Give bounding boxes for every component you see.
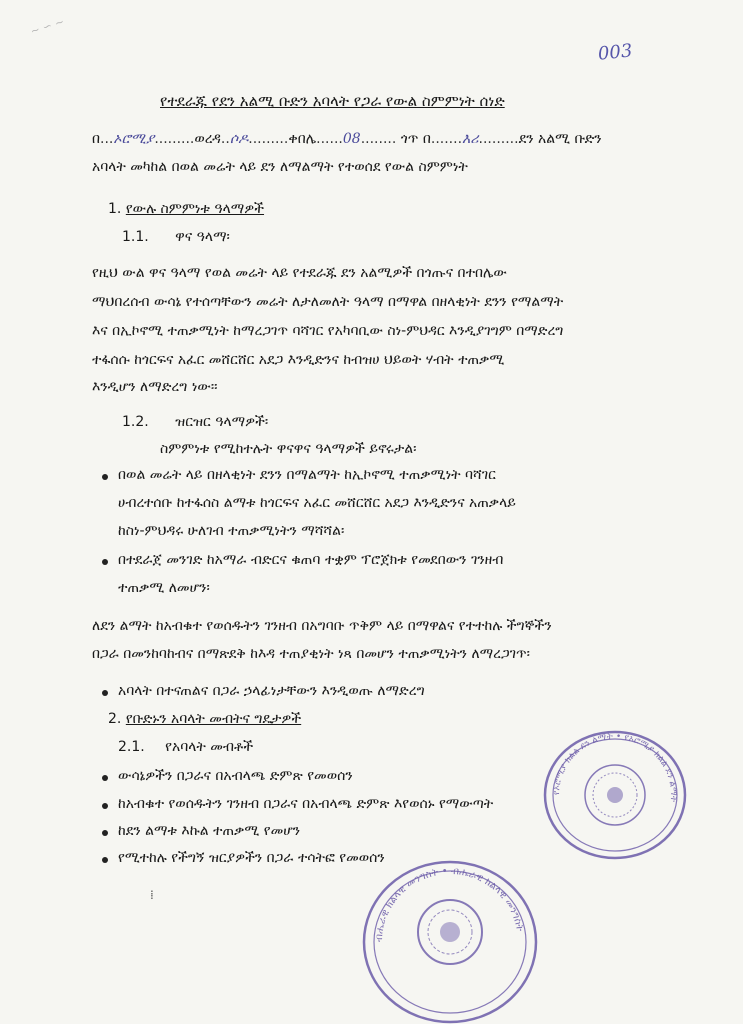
subsection-2-1-number: 2.1. [118, 739, 145, 755]
bullet-line: በተደራጀ መንገድ ከአማራ ብድርና ቁጠባ ተቋም ፕሮጀክቱ የመደበውን ገንዘብ [118, 552, 504, 568]
corner-scribble: ∼ ∽ ∼ [28, 14, 66, 39]
section-1-title: የውሉ ስምምነቱ ዓላማዎች [125, 201, 265, 217]
zone-label: ወረዳ [194, 131, 221, 147]
bullet-line: ከአብቁተ የወሰዱትን ገንዘብ በጋራና በአብላጫ ድምጽ እየወሰኑ የማውጣት [118, 796, 494, 812]
bullet-marker [102, 857, 108, 863]
intro-line-1-end: ደን አልሚ ቡድን [518, 131, 602, 147]
section-1-heading [108, 200, 264, 218]
subsection-1-1-title: ዋና ዓላማ፡ [175, 229, 230, 245]
subsection-1-2-number: 1.2. [122, 414, 149, 430]
page-number: 003 [596, 40, 634, 65]
subsection-1-2-heading [122, 413, 268, 431]
section-2-title: የቡድኑን አባላት መብትና ግዴታዎች [125, 711, 302, 727]
bullet-marker [102, 474, 108, 480]
stamp-2-ring-text: ብሔራዊ ክልላዊ መንግስት • ብሔራዊ ክልላዊ መንግስት [373, 865, 526, 943]
bullet-line: በወል መሬት ላይ በዘላቂነት ደንን በማልማት ከኢኮኖሚ ተጠቃሚነት ባሻገር [118, 467, 496, 483]
document-title: የተደራጁ የደን አልሚ ቡድን አባላት የጋራ የውል ስምምነት ሰነድ [160, 92, 505, 110]
group-value: እሪ [462, 131, 479, 147]
bullet-marker [102, 803, 108, 809]
zone-value: ሶዶ [229, 131, 249, 147]
bullet-line: ሀብረተሰቡ ከተፋሰስ ልማቱ ከጎርፍና አፈር መሸርሸር አደጋ እንዲድንና አጠቃላይ [118, 495, 516, 511]
kebele-value: 08 [342, 131, 361, 147]
section-2-number: 2. [108, 711, 122, 727]
subsection-2-1-heading [118, 738, 253, 756]
bullet-marker [102, 690, 108, 696]
bullet-line: ከደን ልማቱ እኩል ተጠቃሚ የመሆን [118, 823, 301, 839]
section-2-heading [108, 710, 301, 728]
paragraph-line: ተፋሰሱ ከጎርፍና አፈር መሸርሸር አደጋ እንዲድንና ከብዝሀ ህይወት ሃብት ተጠቃሚ [92, 352, 505, 368]
village-label: ጎጥ በ [400, 131, 431, 147]
paragraph-line: የዚህ ውል ዋና ዓላማ የወል መሬት ላይ የተደራጁ ደን አልሚዎች በጎጡና በተበሌው [92, 265, 507, 281]
paragraph-line: በጋራ በመንከባከብና በማጽደቅ ከእዳ ተጠያቂነት ነጻ በመሆን ተጠቃሚነትን ለማረጋገጥ፡ [92, 646, 530, 662]
bullet-marker [102, 830, 108, 836]
bullet-marker [102, 775, 108, 781]
paragraph-line: ማህበረሰብ ውሳኔ የተሰጣቸውን መሬት ለታለመለት ዓላማ በማዋል በዘላቂነት ደንን የማልማት [92, 294, 564, 310]
paragraph-line: ለደን ልማት ከአብቁተ የወሰዱትን ገንዘብ በአግባቡ ጥቅም ላይ በማዋልና የተተከሉ ችግኞችን [92, 618, 552, 634]
section-1-number: 1. [108, 201, 122, 217]
kebele-label: ቀበሌ [288, 131, 317, 147]
bullet-marker [102, 559, 108, 565]
bullet-line: ተጠቃሚ ለመሆን፡ [118, 580, 210, 596]
subsection-1-1-number: 1.1. [122, 229, 149, 245]
subsection-1-2-title: ዝርዝር ዓላማዎች፡ [175, 414, 269, 430]
scan-mark: ⁞ [150, 888, 154, 902]
intro-line-2: አባላት መካከል በወል መሬት ላይ ደን ለማልማት የተወሰደ የውል ስምምነት [92, 159, 468, 175]
subsection-2-1-title: የአባላት መብቶች [165, 739, 254, 755]
official-stamp-1 [540, 728, 690, 863]
intro-line-1: በ...ኦሮሚያ.........ወረዳ..ሶዶ.........ቀበሌ......08........ ጎጥ በ.......እሪ.........ደን አልሚ ቡድን [92, 131, 602, 147]
bullet-line: ከስነ-ምህዳሩ ሁለገብ ተጠቃሚነትን ማሻሻል፡ [118, 523, 345, 539]
intro-prefix: በ [92, 131, 101, 147]
subsection-1-2-intro: ስምምነቱ የሚከተሉት ዋናዋና ዓላማዎች ይኖሩታል፡ [160, 441, 417, 457]
bullet-line: አባላት በተናጠልና በጋራ ኃላፊነታቸውን እንዲወጡ ለማድረግ [118, 683, 425, 699]
region-value: ኦሮሚያ [113, 131, 155, 147]
bullet-line: ውሳኔዎችን በጋራና በአብላጫ ድምጽ የመወሰን [118, 768, 353, 784]
bullet-line: የሚተከሉ የችግኝ ዝርያዎችን በጋራ ተሳትፎ የመወሰን [118, 850, 385, 866]
stamp-1-ring-text: የኦሮሚያ ክልል ደን ልማት • የኦሮሚያ ክልል ደን ልማት [551, 731, 679, 803]
subsection-1-1-heading [122, 228, 230, 246]
official-stamp-2 [358, 852, 543, 1024]
paragraph-line: እና በኢኮኖሚ ተጠቃሚነት ከማረጋገጥ ባሻገር የአካባቢው ስነ-ምህዳር እንዲያገግም በማድረግ [92, 323, 564, 339]
paragraph-line: እንዲሆን ለማድረግ ነው፡፡ [92, 379, 218, 395]
